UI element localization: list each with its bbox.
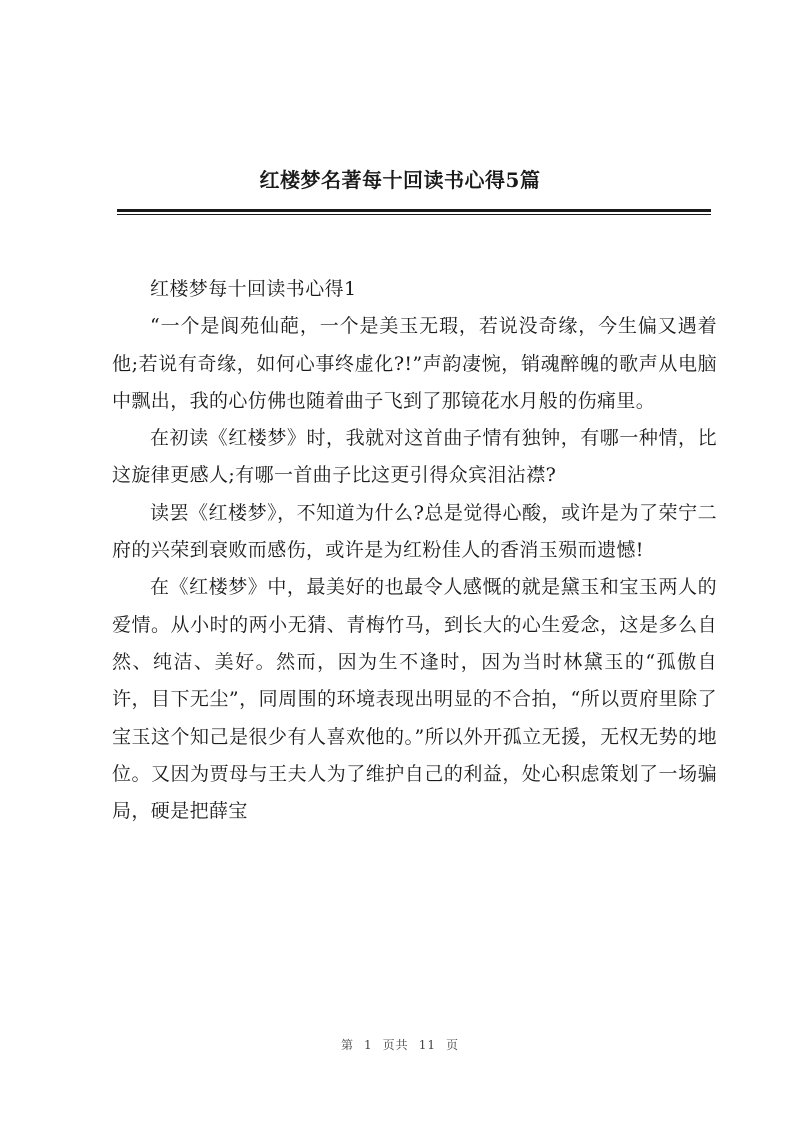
paragraph: 在初读《红楼梦》时，我就对这首曲子情有独钟，有哪一种情，比这旋律更感人;有哪一首曲子比这更引得众宾泪沾襟?	[112, 427, 717, 487]
paragraph: 在《红楼梦》中，最美好的也最令人感慨的就是黛玉和宝玉两人的爱情。从小时的两小无猜、青梅竹马，到长大的心生爱念，这是多么自然、纯洁、美好。然而，因为生不逢时，因为当时林黛玉的“孤傲自许，目下无尘”，同周围的环境表现出明显的不合拍，“所以贾府里除了宝玉这个知己是很少有人喜欢他的。”所以外开孤立无援，无权无势的地位。又因为贾母与王夫人为了维护自己的利益，处心积虑策划了一场骗局，硬是把薛宝	[112, 576, 717, 823]
footer-middle: 页共	[382, 1038, 409, 1052]
page-footer	[0, 1036, 800, 1053]
footer-prefix: 第	[341, 1038, 355, 1052]
paragraph: “一个是阆苑仙葩，一个是美玉无瑕，若说没奇缘，今生偏又遇着他;若说有奇缘，如何心事终虚化?!”声韵凄惋，销魂醉魄的歌声从电脑中飘出，我的心仿佛也随着曲子飞到了那镜花水月般的伤痛里。	[112, 315, 717, 412]
document-title: 红楼梦名著每十回读书心得5篇	[259, 168, 541, 192]
footer-suffix: 页	[445, 1038, 459, 1052]
title-divider	[117, 209, 711, 212]
document-body	[112, 271, 717, 830]
footer-current-page: 1	[364, 1038, 373, 1052]
footer-total-pages: 11	[418, 1038, 436, 1052]
section-heading: 红楼梦每十回读书心得1	[150, 278, 357, 300]
paragraph: 读罢《红楼梦》，不知道为什么?总是觉得心酸，或许是为了荣宁二府的兴荣到衰败而感伤，或许是为红粉佳人的香消玉殒而遗憾!	[112, 501, 717, 562]
title-divider-thin	[117, 214, 711, 215]
